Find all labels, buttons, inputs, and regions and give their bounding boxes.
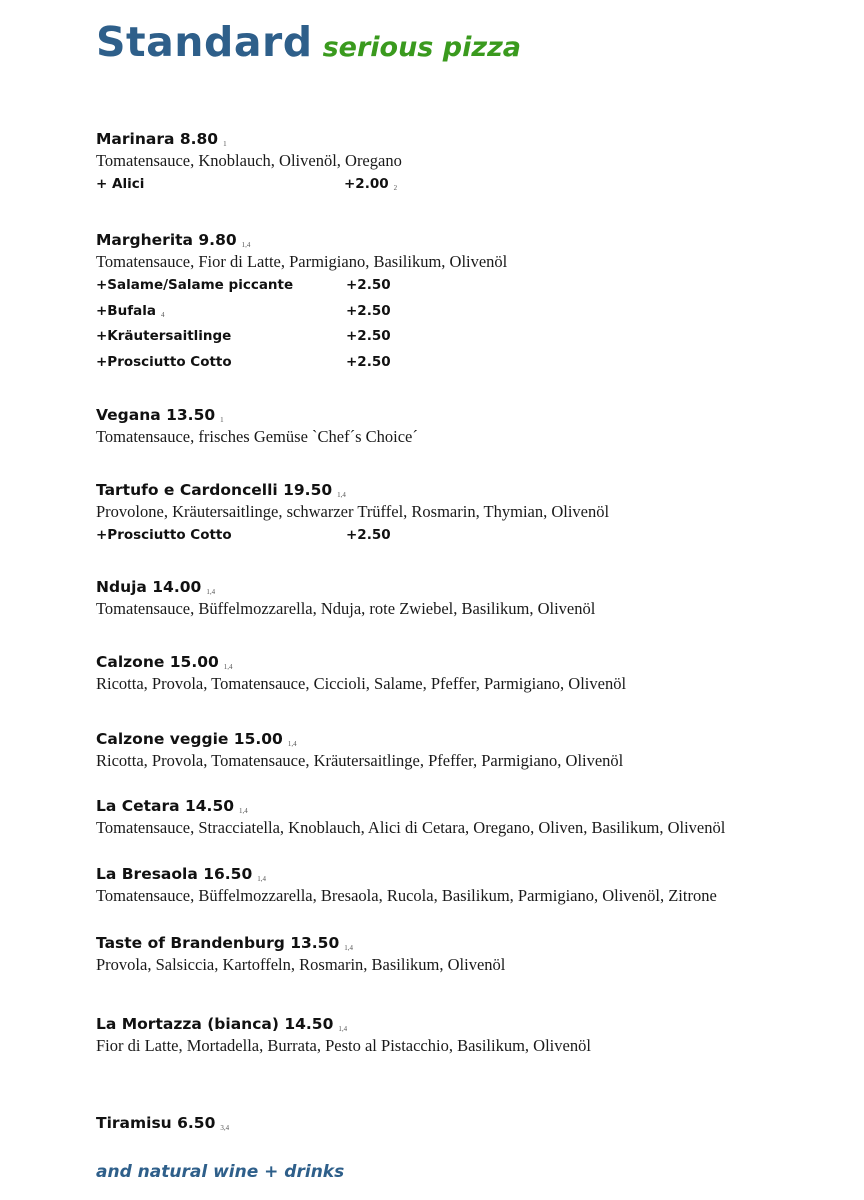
menu-item-description: Tomatensauce, Büffelmozzarella, Nduja, rote Zwiebel, Basilikum, Olivenöl: [96, 599, 596, 618]
menu-item-title: [96, 795, 725, 817]
extra-price: +2.50: [346, 353, 391, 370]
allergen-note: 1,4: [257, 875, 266, 883]
extra-row: [96, 350, 507, 376]
extra-price: +2.00 2: [344, 176, 398, 192]
allergen-note: 1,4: [287, 740, 297, 748]
menu-item-description: Ricotta, Provola, Tomatensauce, Ciccioli, Salame, Pfeffer, Parmigiano, Olivenöl: [96, 674, 627, 693]
extra-label: +Prosciutto Cotto: [96, 353, 232, 370]
item-name-price: Calzone veggie 15.00: [96, 730, 283, 748]
item-name-price: Tartufo e Cardoncelli 19.50: [96, 481, 333, 499]
item-name-price: Vegana 13.50: [96, 406, 216, 424]
menu-item-title: [96, 863, 717, 885]
extra-row: [96, 523, 609, 549]
menu-item-description: Provolone, Kräutersaitlinge, schwarzer Trüffel, Rosmarin, Thymian, Olivenöl: [96, 502, 610, 521]
allergen-note: 1: [223, 140, 227, 148]
allergen-note: 1,4: [223, 663, 233, 671]
extra-price: +2.50: [346, 277, 391, 293]
menu-item-description: Provola, Salsiccia, Kartoffeln, Rosmarin, Basilikum, Olivenöl: [96, 955, 506, 974]
menu-item: [96, 932, 505, 976]
item-name-price: La Cetara 14.50: [96, 797, 235, 815]
extra-row: [96, 273, 507, 299]
menu-item: [96, 229, 507, 375]
menu-item-title: [96, 651, 626, 673]
allergen-note: 1,4: [338, 1025, 348, 1033]
menu-footer: and natural wine + drinks: [96, 1162, 345, 1182]
allergen-note: 1,4: [241, 241, 251, 249]
menu-item-title: [96, 404, 418, 426]
allergen-note: 1,4: [239, 807, 248, 815]
allergen-note: 3,4: [220, 1124, 230, 1132]
menu-item-title: [96, 1112, 229, 1134]
extra-label: +Prosciutto Cotto: [96, 527, 232, 543]
menu-item-title: [96, 728, 623, 750]
item-name-price: Tiramisu 6.50: [96, 1114, 216, 1132]
brand-name: Standard: [96, 18, 313, 66]
menu-item-title: [96, 479, 609, 501]
menu-item: [96, 479, 609, 549]
menu-item: [96, 795, 725, 839]
menu-item-description: Tomatensauce, Knoblauch, Olivenöl, Oregano: [96, 151, 402, 170]
extra-price: +2.50: [346, 328, 391, 344]
menu-item: [96, 576, 595, 620]
menu-item-description: Tomatensauce, Büffelmozzarella, Bresaola, Rucola, Basilikum, Parmigiano, Olivenöl, Zitrone: [96, 886, 717, 905]
menu-item-title: [96, 576, 595, 598]
extra-price: +2.50: [346, 527, 391, 543]
menu-item-title: [96, 932, 505, 954]
allergen-note: 1,4: [206, 588, 216, 596]
item-name-price: Nduja 14.00: [96, 578, 202, 596]
menu-item: [96, 404, 418, 448]
menu-item-title: [96, 128, 402, 150]
allergen-note: 4: [160, 310, 165, 319]
item-name-price: Taste of Brandenburg 13.50: [96, 934, 340, 952]
extra-price: +2.50: [346, 302, 391, 319]
extra-label: +Bufala: [96, 302, 156, 319]
menu-item-title: [96, 1013, 591, 1035]
extra-label: +Salame/Salame piccante: [96, 277, 294, 293]
brand-tagline: serious pizza: [322, 32, 522, 63]
menu-item: [96, 1013, 591, 1057]
menu-item-description: Tomatensauce, frisches Gemüse `Chef´s Choice´: [96, 427, 418, 446]
extra-label: +Kräutersaitlinge: [96, 328, 232, 344]
menu-item: [96, 863, 717, 907]
extra-label: + Alici: [96, 176, 145, 192]
extra-row: [96, 299, 507, 325]
menu-header: [96, 18, 521, 66]
allergen-note: 1,4: [337, 491, 346, 499]
item-name-price: La Mortazza (bianca) 14.50: [96, 1015, 334, 1033]
menu-item: [96, 1112, 229, 1134]
extra-row: [96, 324, 507, 350]
menu-item-title: [96, 229, 507, 251]
menu-item-description: Fior di Latte, Mortadella, Burrata, Pesto al Pistacchio, Basilikum, Olivenöl: [96, 1036, 591, 1055]
menu-item: [96, 728, 623, 772]
item-name-price: Margherita 9.80: [96, 231, 237, 249]
allergen-note: 1,4: [344, 944, 354, 952]
allergen-note: 1: [220, 416, 224, 424]
allergen-note: 2: [393, 184, 398, 192]
menu-item: [96, 651, 626, 695]
item-name-price: La Bresaola 16.50: [96, 865, 253, 883]
menu-item-description: Tomatensauce, Stracciatella, Knoblauch, Alici di Cetara, Oregano, Oliven, Basilikum, Olivenöl: [96, 818, 726, 837]
extra-row: [96, 172, 402, 198]
menu-item: [96, 128, 402, 198]
item-name-price: Marinara 8.80: [96, 130, 219, 148]
menu-item-description: Tomatensauce, Fior di Latte, Parmigiano, Basilikum, Olivenöl: [96, 252, 508, 271]
item-name-price: Calzone 15.00: [96, 653, 219, 671]
menu-item-description: Ricotta, Provola, Tomatensauce, Kräutersaitlinge, Pfeffer, Parmigiano, Olivenöl: [96, 751, 624, 770]
